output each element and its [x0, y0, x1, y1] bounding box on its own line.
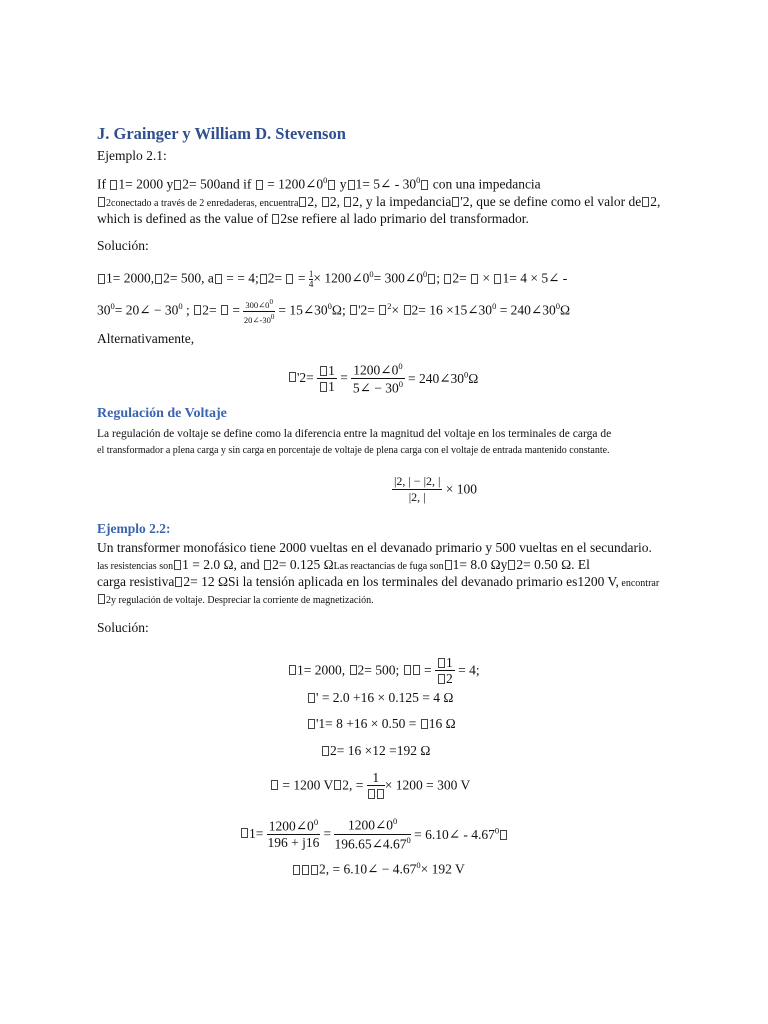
symbol-box: [286, 274, 293, 284]
document-title: J. Grainger y William D. Stevenson: [97, 124, 346, 143]
symbol-box: [98, 594, 105, 604]
ex2-line-4: 2y regulación de voltaje. Despreciar la corriente de magnetización.: [97, 591, 374, 609]
symbol-box: [320, 366, 327, 376]
symbol-box: [471, 274, 478, 284]
symbol-box: [221, 305, 228, 315]
sol2-equation-4: 2= 16 ×12 =192 Ω: [321, 743, 430, 759]
symbol-box: [289, 665, 296, 675]
symbol-box: [98, 197, 105, 207]
symbol-box: [438, 674, 445, 684]
regulation-paragraph-line-2: el transformador a plena carga y sin carga en porcentaje de voltaje de plena carga con el voltaje de entrada mantenido constante.: [97, 445, 610, 456]
symbol-box: [421, 719, 428, 729]
symbol-box: [110, 180, 117, 190]
symbol-box: [428, 274, 435, 284]
symbol-box: [350, 665, 357, 675]
ex2-line-3: carga resistiva 2= 12 ΩSi la tensión aplicada en los terminales del devanado primario es1200 V, encontrar: [97, 574, 660, 589]
symbol-box: [320, 382, 327, 392]
symbol-box: [322, 197, 329, 207]
symbol-box: [344, 197, 351, 207]
symbol-box: [256, 180, 263, 190]
example-2-1-heading: Ejemplo 2.1:: [97, 148, 167, 163]
symbol-box: [271, 780, 278, 790]
ex1-line-2: 2conectado a través de 2 enredaderas, encuentra 2, 2, 2, y la impedancia '2, que se define como el valor de 2,: [97, 194, 660, 212]
sol2-equation-2: ' = 2.0 +16 × 0.125 = 4 Ω: [307, 690, 453, 706]
example-2-2-heading: Ejemplo 2.2:: [97, 521, 171, 536]
symbol-box: [155, 274, 162, 284]
symbol-box: [264, 560, 271, 570]
symbol-box: [293, 865, 300, 875]
symbol-box: [348, 180, 355, 190]
symbol-box: [194, 305, 201, 315]
symbol-box: [174, 180, 181, 190]
ex1-line-3: which is defined as the value of 2se refiere al lado primario del transformador.: [97, 211, 529, 226]
sol2-equation-7: 2, = 6.10∠ − $4.67^0\times 192$ V: [292, 860, 465, 878]
ex2-line-1: Un transformer monofásico tiene 2000 vueltas en el devanado primario y 500 vueltas en el secundario.: [97, 540, 652, 555]
symbol-box: [404, 665, 411, 675]
solution-2-label: Solución:: [97, 620, 149, 635]
symbol-box: [421, 180, 428, 190]
solution-1-label: Solución:: [97, 238, 149, 253]
sol2-equation-1: 1= 2000, 2= 500; = $\frac{1}{2}$ = 4;: [288, 655, 480, 686]
symbol-box: [289, 372, 296, 382]
symbol-box: [260, 274, 267, 284]
symbol-box: [445, 560, 452, 570]
sol2-equation-6: 1= $\frac{1200\angle 0^0}{196 + j16}$ = $\frac{1200\angle 0^0}{196.65\angle 4.67^0}$ = 6.10∠ - 4.67$^0$: [240, 816, 508, 852]
sol2-equation-3: '1= 8 +16 × 0.50 = 16 Ω: [307, 716, 456, 732]
regulation-formula: $\frac{|2, | - |2, |}{|2, |}$ × 100: [394, 474, 478, 504]
symbol-box: [377, 789, 384, 799]
symbol-box: [350, 305, 357, 315]
symbol-box: [500, 830, 507, 840]
symbol-box: [438, 658, 445, 668]
section-heading-regulation: Regulación de Voltaje: [97, 406, 227, 421]
symbol-box: [322, 746, 329, 756]
symbol-box: [368, 789, 375, 799]
ex1-line-1: If 1= 2000 y 2= 500and if = $1200\angle 0^0$ y 1= 5∠ - $30^0$ con una impedancia: [97, 175, 541, 192]
symbol-box: [494, 274, 501, 284]
alternatively-label: Alternativamente,: [97, 331, 195, 346]
symbol-box: [642, 197, 649, 207]
symbol-box: [299, 197, 306, 207]
symbol-box: [241, 828, 248, 838]
symbol-box: [452, 197, 459, 207]
symbol-box: [302, 865, 309, 875]
symbol-box: [404, 305, 411, 315]
symbol-box: [215, 274, 222, 284]
symbol-box: [174, 560, 181, 570]
sol2-equation-5: = 1200 V 2, = 1 × 1200 = 300 V: [270, 770, 470, 801]
regulation-paragraph-line-1: La regulación de voltaje se define como la diferencia entre la magnitud del voltaje en los terminales de carga de: [97, 428, 612, 440]
symbol-box: [308, 693, 315, 703]
symbol-box: [413, 665, 420, 675]
symbol-box: [444, 274, 451, 284]
symbol-box: [272, 214, 279, 224]
symbol-box: [379, 305, 386, 315]
symbol-box: [308, 719, 315, 729]
symbol-box: [311, 865, 318, 875]
sol1-row-1: 1= 2000, 2= 500, a = = 4; 2= = $\frac{1}{4}$ × $1200\angle 0^0=$ $300\angle 0^0$ ; 2= × 1= 4 × 5∠ -: [97, 269, 567, 289]
ex2-line-2: las resistencias son 1 = 2.0 Ω, and 2= 0.125 ΩLas reactancias de fuga son 1= 8.0 Ωy 2= 0.50 Ω. El: [97, 557, 590, 572]
alt-equation: '2= $\frac{1}{1}$ = $\frac{1200\angle 0^0}{5\angle - 30^0}$ = $240\angle 30^0\Omega$: [288, 361, 478, 395]
symbol-box: [508, 560, 515, 570]
sol1-row-2: $30^0=$ 20∠ − $30^0$ ; 2= = $\frac{300\angle 0^0}{20\angle-30^0}$ = $15\angle 30^0\Omega$; '$2= ^2\times 2= 16 \times 15\angle 30^0$ = $240\angle 30^0\Omega$: [97, 298, 571, 325]
symbol-box: [328, 180, 335, 190]
symbol-box: [98, 274, 105, 284]
symbol-box: [175, 577, 182, 587]
symbol-box: [334, 780, 341, 790]
